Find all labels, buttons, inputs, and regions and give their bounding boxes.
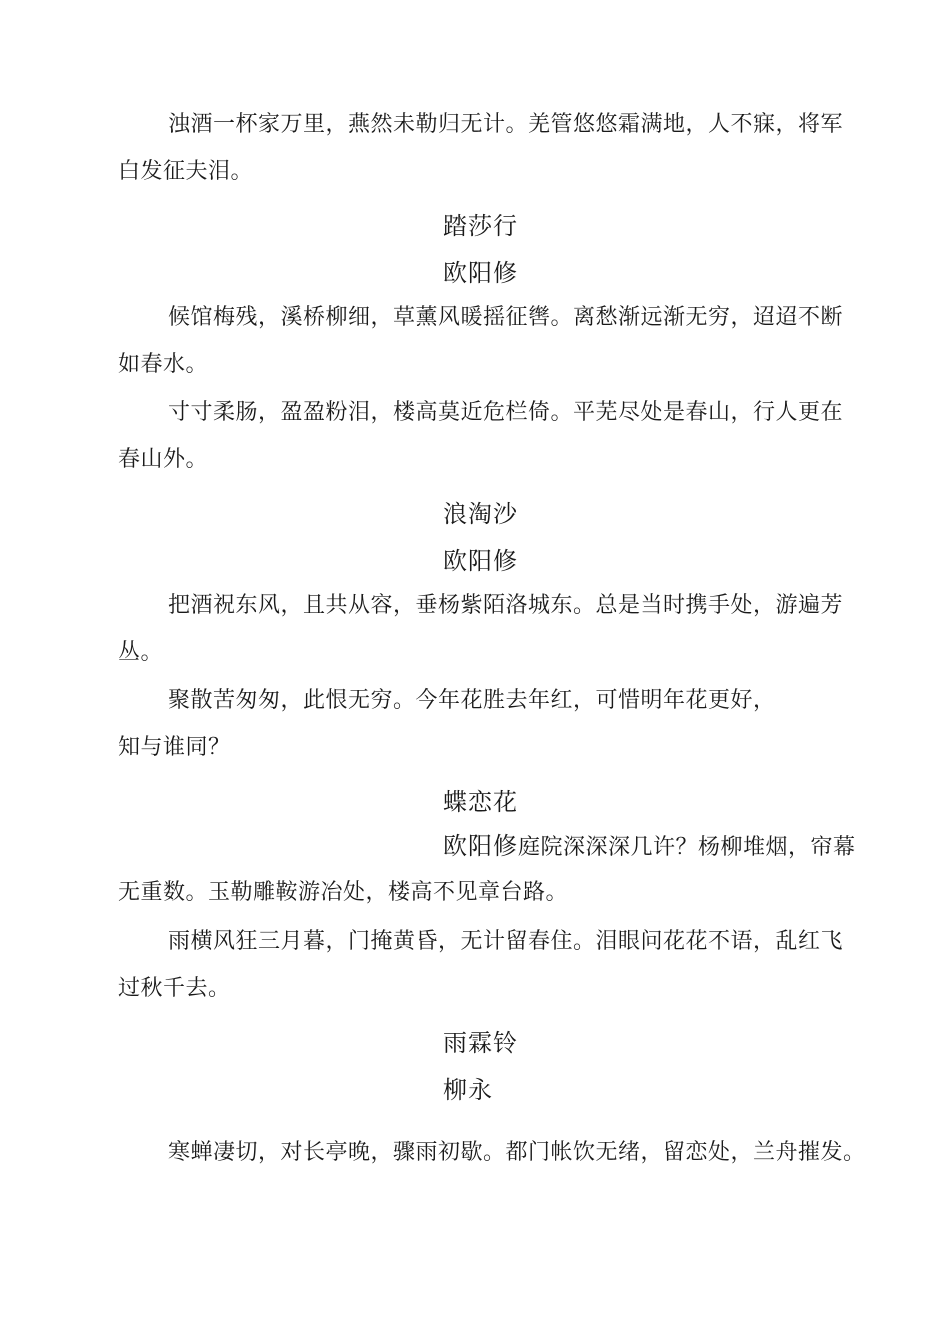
poem-line: 聚散苦匆匆，此恨无穷。今年花胜去年红，可惜明年花更好， xyxy=(168,688,776,713)
poem-title: 浪淘沙 xyxy=(443,500,518,528)
poem-author: 欧阳修 xyxy=(443,547,518,575)
poem-line: 无重数。玉勒雕鞍游冶处，楼高不见章台路。 xyxy=(118,880,569,905)
poem-title: 雨霖铃 xyxy=(443,1029,518,1057)
poem-title: 蝶恋花 xyxy=(443,788,518,816)
poem-line: 寒蝉凄切，对长亭晚，骤雨初歇。都门帐饮无绪，留恋处，兰舟摧发。 xyxy=(168,1140,866,1165)
poem-author: 柳永 xyxy=(443,1076,493,1104)
poem-line: 白发征夫泪。 xyxy=(118,159,254,184)
poem-line: 如春水。 xyxy=(118,352,209,377)
poem-line: 候馆梅残，溪桥柳细，草薰风暖摇征辔。离愁渐远渐无穷，迢迢不断 xyxy=(168,305,844,330)
poem-line: 过秋千去。 xyxy=(118,976,231,1001)
poem-line: 寸寸柔肠，盈盈粉泪，楼高莫近危栏倚。平芜尽处是春山，行人更在 xyxy=(168,400,844,425)
poem-line: 浊酒一杯家万里，燕然未勒归无计。羌管悠悠霜满地，人不寐，将军 xyxy=(168,112,844,137)
poem-line: 丛。 xyxy=(118,640,164,665)
poem-line-continuation: 庭院深深深几许？杨柳堆烟，帘幕 xyxy=(518,835,856,860)
poem-title: 踏莎行 xyxy=(443,212,518,240)
poem-author: 欧阳修 xyxy=(443,832,518,860)
poem-author: 欧阳修 xyxy=(443,259,518,287)
poem-line: 把酒祝东风，且共从容，垂杨紫陌洛城东。总是当时携手处，游遍芳 xyxy=(168,593,844,618)
poem-line: 雨横风狂三月暮，门掩黄昏，无计留春住。泪眼问花花不语，乱红飞 xyxy=(168,929,844,954)
poem-line: 春山外。 xyxy=(118,447,209,472)
poem-author-line xyxy=(443,831,856,863)
poem-line: 知与谁同？ xyxy=(118,735,231,760)
